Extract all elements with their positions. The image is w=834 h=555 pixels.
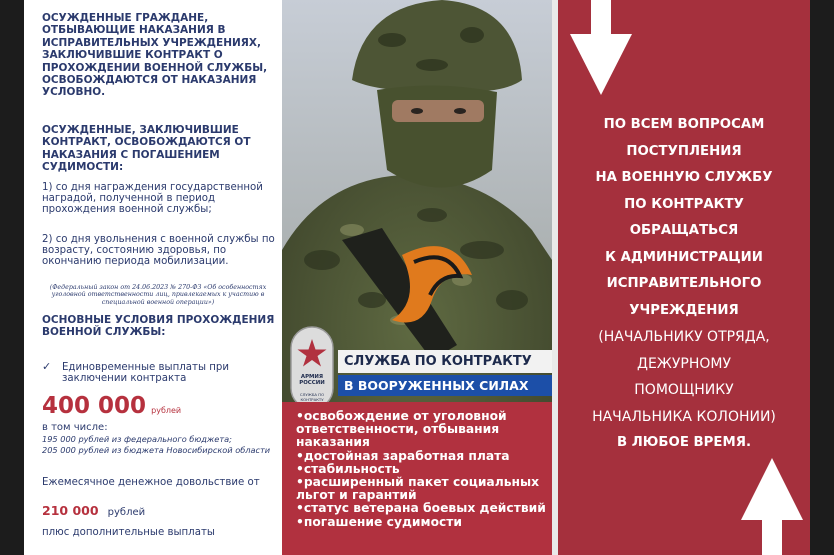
monthly-amount-row <box>42 500 276 519</box>
contact-subline: НАЧАЛЬНИКА КОЛОНИИ) <box>592 408 776 425</box>
contact-subline: (НАЧАЛЬНИКУ ОТРЯДА, <box>598 329 770 345</box>
arrow-up-icon <box>741 458 803 555</box>
contact-subline: ПОМОЩНИКУ <box>634 382 734 398</box>
middle-poster-panel <box>282 0 552 555</box>
monthly-unit: рублей <box>107 507 146 518</box>
contact-line: ПО КОНТРАКТУ <box>624 196 744 212</box>
contact-instructions <box>558 112 810 457</box>
arrow-down-icon <box>570 0 632 95</box>
emblem-subtitle: СЛУЖБА ПО КОНТРАКТУ <box>299 392 325 402</box>
lump-sum-unit: рублей <box>151 406 182 415</box>
condition-item-1: 1) со дня награждения государственной наградой, полученной в период прохождения военной службы; <box>42 182 263 215</box>
extra-payments: плюс дополнительные выплаты <box>42 527 215 538</box>
heading-conditional-release: ОСУЖДЕННЫЕ ГРАЖДАНЕ, ОТБЫВАЮЩИЕ НАКАЗАНИЯ В ИСПРАВИТЕЛЬНЫХ УЧРЕЖДЕНИЯХ, ЗАКЛЮЧИВШИЕ КОНТРАКТ О ПРОХОЖДЕНИИ ВОЕННОЙ СЛУЖБЫ, ОСВОБОЖДАЮТСЯ ОТ НАКАЗАНИЯ УСЛОВНО. <box>42 12 268 99</box>
contact-line: ПОСТУПЛЕНИЯ <box>626 143 742 159</box>
check-icon: ✓ <box>42 360 52 373</box>
lump-sum-row <box>42 362 276 385</box>
benefits-block <box>282 402 552 555</box>
lump-sum-label: Единовременные выплаты при заключении контракта <box>62 362 229 385</box>
benefit-item: •статус ветерана боевых действий <box>296 501 546 516</box>
contact-line: ПО ВСЕМ ВОПРОСАМ <box>603 117 765 132</box>
benefit-item: •стабильность <box>296 461 400 476</box>
heading-service-conditions: ОСНОВНЫЕ УСЛОВИЯ ПРОХОЖДЕНИЯ ВОЕННОЙ СЛУЖБЫ: <box>42 314 275 339</box>
emblem-title: АРМИЯ РОССИИ <box>299 374 325 386</box>
right-contact-panel <box>558 0 810 555</box>
banner-armed-forces: В ВООРУЖЕННЫХ СИЛАХ <box>338 375 552 396</box>
contact-line: ИСПРАВИТЕЛЬНОГО <box>606 276 762 291</box>
contact-line: ОБРАЩАТЬСЯ <box>629 223 739 238</box>
heading-record-cleared: ОСУЖДЕННЫЕ, ЗАКЛЮЧИВШИЕ КОНТРАКТ, ОСВОБОЖДАЮТСЯ ОТ НАКАЗАНИЯ С ПОГАШЕНИЕМ СУДИМОСТИ: <box>42 124 251 174</box>
benefit-item: •расширенный пакет социальных льгот и гарантий <box>296 475 540 503</box>
including-label: в том числе: <box>42 422 108 433</box>
benefit-item: •погашение судимости <box>296 514 463 529</box>
monthly-amount: 210 000 <box>42 503 99 518</box>
contact-line: УЧРЕЖДЕНИЯ <box>629 302 739 318</box>
regional-part: 205 000 рублей из бюджета Новосибирской области <box>42 445 271 455</box>
benefit-item: •достойная заработная плата <box>296 448 510 463</box>
contact-closing: В ЛЮБОЕ ВРЕМЯ. <box>616 435 752 450</box>
lump-sum-amount: 400 000 <box>42 393 147 419</box>
lump-sum-amount-row <box>42 392 276 420</box>
contact-line: К АДМИНИСТРАЦИИ <box>605 249 763 265</box>
federal-part: 195 000 рублей из федерального бюджета; <box>42 434 232 444</box>
contact-subline: ДЕЖУРНОМУ <box>637 355 731 372</box>
law-reference-note: (Федеральный закон от 24.06.2023 № 270-ФЗ «Об особенностях уголовной ответственности лиц, привлекаемых к участию в специальной военной операции») <box>49 284 267 306</box>
monthly-label: Ежемесячное денежное довольствие от <box>42 477 260 488</box>
benefits-list <box>282 402 552 529</box>
banner-contract-service: СЛУЖБА ПО КОНТРАКТУ <box>338 350 552 373</box>
contact-line: НА ВОЕННУЮ СЛУЖБУ <box>595 170 773 185</box>
left-info-panel <box>24 0 282 555</box>
condition-item-2: 2) со дня увольнения с военной службы по возрасту, состоянию здоровья, по окончанию периода мобилизации. <box>42 234 275 267</box>
benefit-item: •освобождение от уголовной ответственности, отбывания наказания <box>296 409 507 450</box>
